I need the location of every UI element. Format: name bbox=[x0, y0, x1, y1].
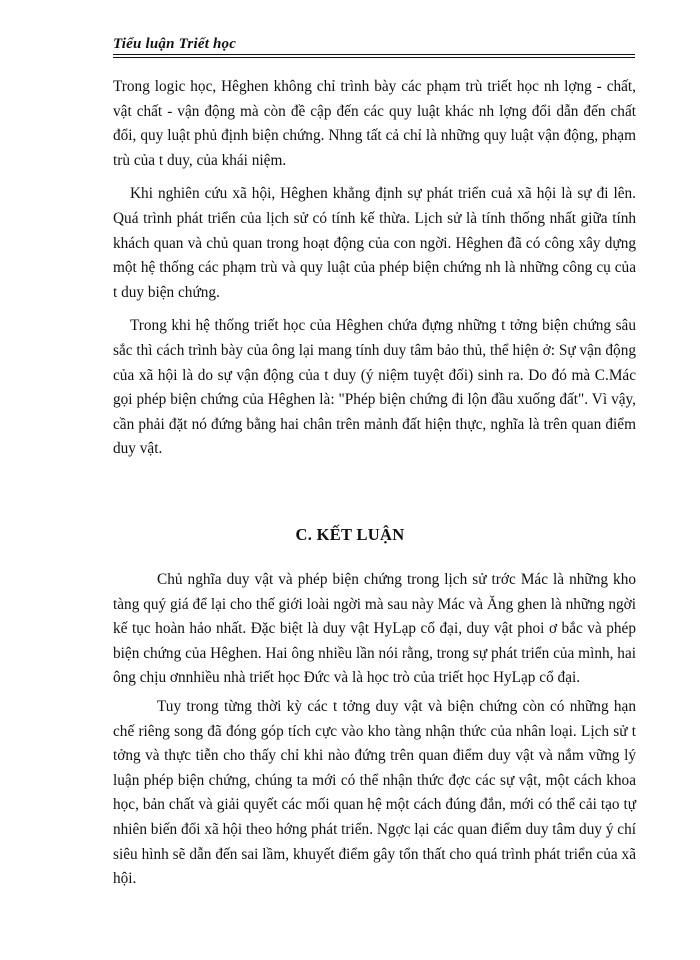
header-rule-thick bbox=[113, 54, 635, 55]
paragraph-hegel-critique: Trong khi hệ thống triết học của Hêghen chứa đựng những t tởng biện chứng sâu sắc thì cách trình bày của ông lại mang tính duy tâm bảo thủ, thể hiện ở: Sự vận động của xã hội là do sự vận động của t duy (ý niệm tuyệt đối) sinh ra. Do đó mà C.Mác gọi phép biện chứng của Hêghen là: "Phép biện chứng đi lộn đầu xuống đất". Vì vậy, cần phải đặt nó đứng bằng hai chân trên mảnh đất hiện thực, nghĩa là trên quan điểm duy vật. bbox=[113, 317, 636, 458]
body-section-conclusion bbox=[113, 568, 636, 896]
running-header-title: Tiểu luận Triết học bbox=[113, 36, 237, 52]
header-rule-thin bbox=[113, 57, 635, 58]
paragraph-logic: Trong logic học, Hêghen không chỉ trình bày các phạm trù triết học nh lợng - chất, vật chất - vận động mà còn đề cập đến các quy luật khác nh lợng đổi dẫn đến chất đổi, quy luật phủ định biện chứng. Nhng tất cả chỉ là những quy luật vận động, phạm trù của t duy, của khái niệm. bbox=[113, 78, 636, 169]
body-section-hegel bbox=[113, 75, 636, 471]
paragraph-conclusion-1: Chủ nghĩa duy vật và phép biện chứng trong lịch sử trớc Mác là những kho tàng quý giá để lại cho thế giới loài ngời mà sau này Mác và Ăng ghen là những ngời kế tục hoàn hảo nhất. Đặc biệt là duy vật HyLạp cổ đại, duy vật phoi ơ bắc và phép biện chứng của Hêghen. Hai ông nhiều lần nói rằng, trong sự phát triển của mình, hai ông chịu ơnnhiều nhà triết học Đức và là học trò của triết học HyLạp cổ đại. bbox=[113, 571, 636, 687]
paragraph-conclusion-2: Tuy trong từng thời kỳ các t tởng duy vật và biện chứng còn có những hạn chế riêng song đã đóng góp tích cực vào kho tàng nhận thức của nhân loại. Lịch sử t tởng và thực tiễn cho thấy chỉ khi nào đứng trên quan điểm duy vật và nắm vững lý luận phép biện chứng, chúng ta mới có thể nhận thức đợc các sự vật, một cách khoa học, bản chất và giải quyết các mối quan hệ một cách đúng đắn, mới có thể cải tạo tự nhiên biến đổi xã hội theo hớng phát triển. Ngợc lại các quan điểm duy tâm duy ý chí siêu hình sẽ dẫn đến sai lầm, khuyết điểm gây tổn thất cho quá trình phát triển của xã hội. bbox=[113, 697, 636, 888]
paragraph-society: Khi nghiên cứu xã hội, Hêghen khẳng định sự phát triển cuả xã hội là sự đi lên. Quá trình phát triển của lịch sử có tính kế thừa. Lịch sử là tính thống nhất giữa tính khách quan và chủ quan trong hoạt động của con ngời. Hêghen đã có công xây dựng một hệ thống các phạm trù và quy luật của phép biện chứng nh là những công cụ của t duy biện chứng. bbox=[113, 185, 636, 301]
section-heading-conclusion: C. KẾT LUẬN bbox=[295, 525, 405, 544]
